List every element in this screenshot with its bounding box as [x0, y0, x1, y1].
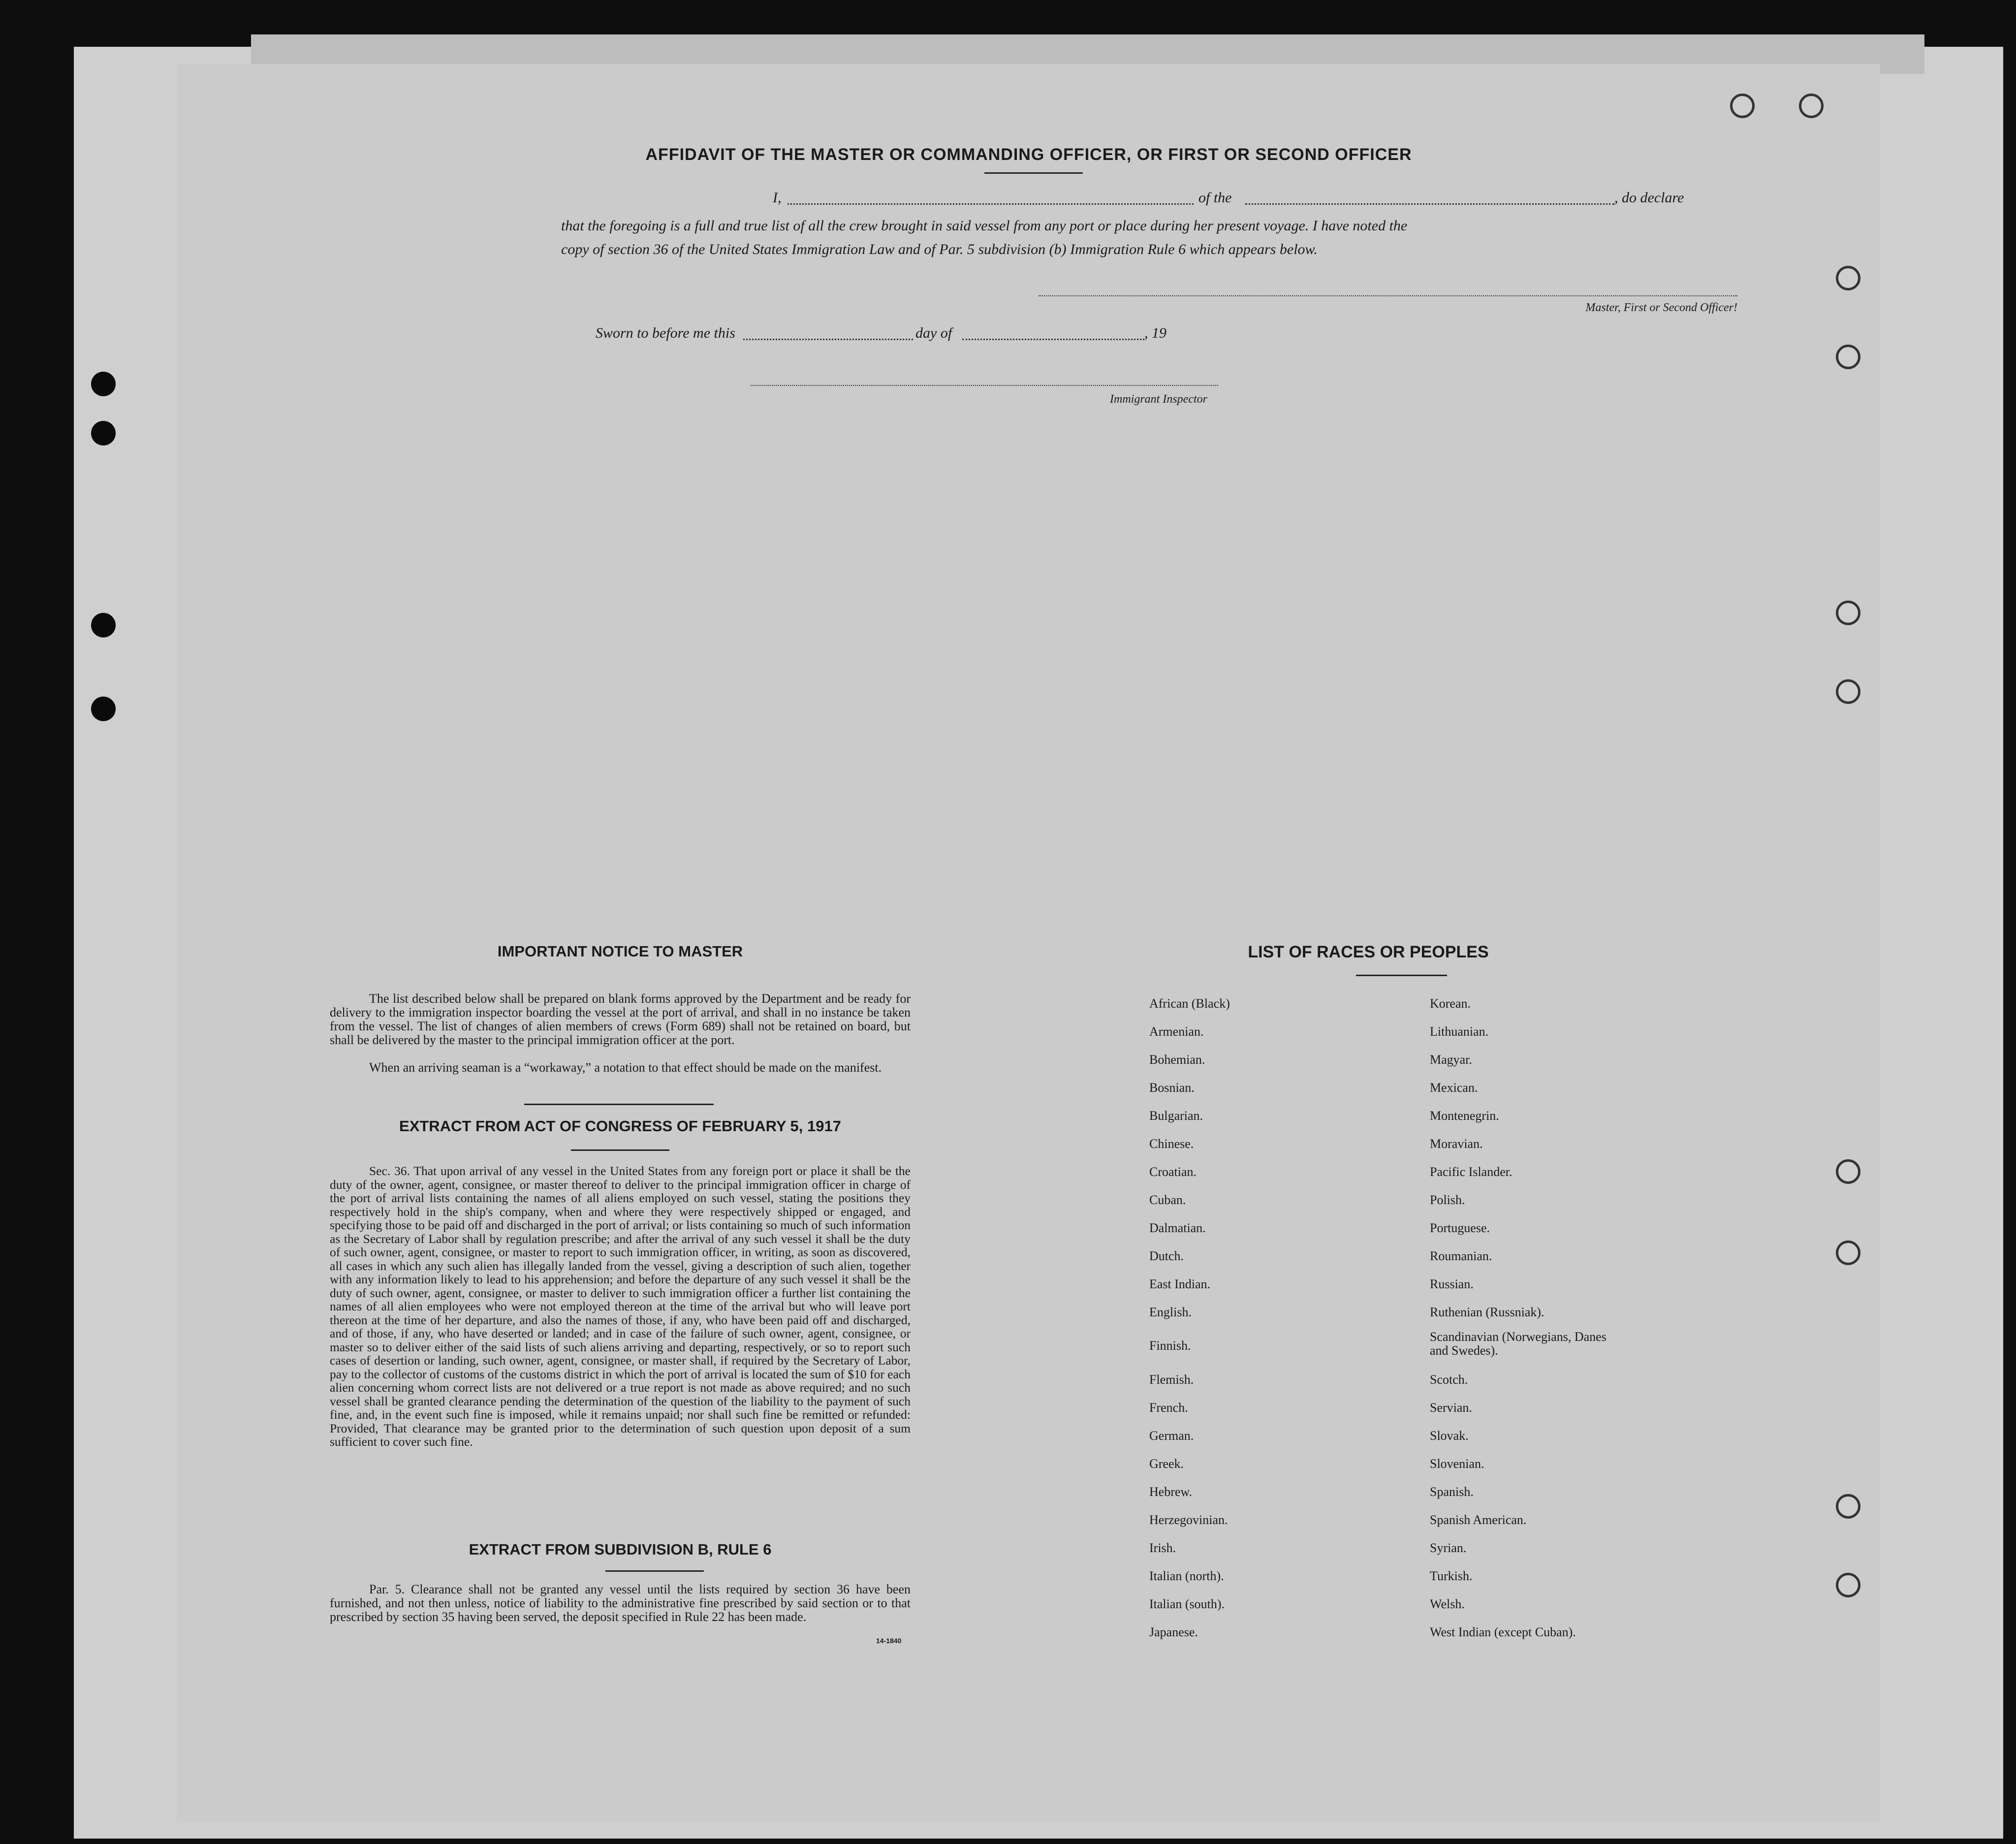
extract1-text	[330, 1164, 911, 1449]
race-item: Servian.	[1430, 1400, 1472, 1415]
race-item: Croatian.	[1149, 1165, 1197, 1179]
extract1-heading: EXTRACT FROM ACT OF CONGRESS OF FEBRUARY 5, 1917	[399, 1117, 841, 1135]
race-item: Russian.	[1430, 1277, 1474, 1291]
master-signature-line[interactable]	[1039, 295, 1737, 296]
binder-hole	[91, 697, 116, 721]
race-item: Roumanian.	[1430, 1249, 1492, 1263]
race-item: Syrian.	[1430, 1541, 1467, 1555]
extract2-rule	[605, 1570, 704, 1572]
binder-hole	[91, 421, 116, 445]
binder-ring	[1730, 94, 1755, 118]
affidavit-heading: AFFIDAVIT OF THE MASTER OR COMMANDING OFFICER, OR FIRST OR SECOND OFFICER	[645, 145, 1412, 164]
sworn-day-blank[interactable]	[743, 339, 913, 340]
extract1-rule	[571, 1149, 669, 1151]
race-item: East Indian.	[1149, 1277, 1211, 1291]
race-item: Bohemian.	[1149, 1052, 1205, 1067]
race-item: Mexican.	[1430, 1081, 1478, 1095]
race-item: Japanese.	[1149, 1625, 1198, 1639]
sworn-line	[596, 325, 1383, 350]
binder-ring	[1799, 94, 1824, 118]
races-right-column	[1430, 989, 1617, 1646]
master-signature-label: Master, First or Second Officer!	[1585, 301, 1737, 314]
race-item: Portuguese.	[1430, 1221, 1490, 1235]
affidavit-i-label: I,	[773, 190, 782, 206]
race-item: French.	[1149, 1400, 1188, 1415]
race-item: Armenian.	[1149, 1024, 1204, 1039]
binder-ring	[1836, 345, 1860, 369]
race-item: Italian (south).	[1149, 1597, 1225, 1611]
form-page	[177, 64, 1880, 1821]
race-item: English.	[1149, 1305, 1192, 1319]
race-item: Slovenian.	[1430, 1457, 1484, 1471]
race-item: Finnish.	[1149, 1338, 1191, 1353]
races-rule	[1356, 975, 1447, 976]
affidavit-line1	[596, 190, 1703, 214]
binder-ring	[1836, 1240, 1860, 1265]
notice-para-1-text: The list described below shall be prepared on blank forms approved by the Department and be ready for delivery to the immigration inspector boarding the vessel at the port of arrival, and shall in no instance be taken from the vessel. The list of changes of alien members of crews (Form 689) shall not be retained on board, but shall be delivered by the master to the principal immigration officer at the port.	[330, 991, 911, 1047]
notice-para-1	[330, 992, 911, 1047]
race-item: African (Black)	[1149, 996, 1230, 1011]
race-item: Magyar.	[1430, 1052, 1472, 1067]
day-of-label: day of	[915, 325, 952, 341]
race-item: Pacific Islander.	[1430, 1165, 1512, 1179]
race-item: Italian (north).	[1149, 1569, 1224, 1583]
race-item: Turkish.	[1430, 1569, 1473, 1583]
heading-rule	[984, 172, 1083, 174]
race-item: Herzegovinian.	[1149, 1513, 1228, 1527]
affidavit-line2: that the foregoing is a full and true list of all the crew brought in said vessel from any port or place during her present voyage. I have noted the	[561, 218, 1408, 234]
name-blank[interactable]	[788, 203, 1194, 205]
sworn-month-blank[interactable]	[962, 339, 1144, 340]
extract1-text-body: Sec. 36. That upon arrival of any vessel in the United States from any foreign port or place it shall be the duty of the owner, agent, consignee, or master thereof to deliver to the principal immigration officer in charge of the port of arrival lists containing the names of all aliens employed on such vessel, stating the positions they respectively hold in the ship's company, when and where they were respectively shipped or engaged, and specifying those to be paid off and discharged in the port of arrival; or lists containing so much of such information as the Secretary of Labor shall by regulation prescribe; and after the arrival of any such vessel it shall be the duty of such owner, agent, consignee, or master to report to such immigration officer, in writing, as soon as discovered, all cases in which any such alien has illegally landed from the vessel, giving a description of such alien, together with any information likely to lead to his apprehension; and before the departure of any such vessel it shall be the duty of such owner, agent, consignee, or master to deliver to such immigration officer a further list containing the names of all alien employees who were not employed thereon at the time of the arrival but who will leave port thereon at the time of her departure, and also the names of those, if any, who have been paid off and discharged, and of those, if any, who have deserted or landed; and in case of the failure of such owner, agent, consignee, or master so to deliver either of the said lists of such aliens arriving and departing, respectively, or so to report such cases of desertion or landing, such owner, agent, consignee, or master shall, if required by the Secretary of Labor, pay to the collector of customs of the customs district in which the port of arrival is located the sum of $10 for each alien concerning whom correct lists are not delivered or a true report is not made as above required; and no such vessel shall be granted clearance pending the determination of the question of the liability to the payment of such fine, and, in the event such fine is imposed, while it remains unpaid; nor shall such fine be remitted or refunded: Provided, That clearance may be granted prior to the determination of such question upon deposit of a sum sufficient to cover such fine.	[330, 1164, 911, 1449]
binder-ring	[1836, 1573, 1860, 1597]
race-item: Dalmatian.	[1149, 1221, 1206, 1235]
notice-heading: IMPORTANT NOTICE TO MASTER	[497, 943, 743, 960]
race-item: West Indian (except Cuban).	[1430, 1625, 1576, 1639]
race-item: Polish.	[1430, 1193, 1465, 1207]
race-item: Montenegrin.	[1430, 1109, 1499, 1123]
notice-para-2	[330, 1061, 911, 1075]
race-item: Spanish American.	[1430, 1513, 1527, 1527]
notice-para-2-text: When an arriving seaman is a “workaway,” a notation to that effect should be made on the manifest.	[369, 1060, 882, 1075]
race-item: Lithuanian.	[1430, 1024, 1489, 1039]
binder-hole	[91, 372, 116, 396]
race-item: Dutch.	[1149, 1249, 1184, 1263]
race-item: Greek.	[1149, 1457, 1184, 1471]
race-item: Bosnian.	[1149, 1081, 1195, 1095]
affidavit-declare-label: , do declare	[1614, 190, 1684, 206]
affidavit-of-the-label: of the	[1198, 190, 1232, 206]
race-item: Irish.	[1149, 1541, 1176, 1555]
sworn-label: Sworn to before me this	[596, 325, 735, 341]
race-item: Scandinavian (Norwegians, Danes and Swedes).	[1430, 1330, 1606, 1358]
race-item: Ruthenian (Russniak).	[1430, 1305, 1544, 1319]
races-heading: LIST OF RACES OR PEOPLES	[1248, 943, 1489, 961]
inspector-signature-line[interactable]	[751, 385, 1218, 386]
binder-ring	[1836, 601, 1860, 625]
race-item: Spanish.	[1430, 1485, 1474, 1499]
vessel-blank[interactable]	[1245, 203, 1614, 205]
race-item: Scotch.	[1430, 1372, 1468, 1387]
race-item: Slovak.	[1430, 1429, 1469, 1443]
race-item: Korean.	[1430, 996, 1471, 1011]
race-item: German.	[1149, 1429, 1194, 1443]
race-item: Moravian.	[1430, 1137, 1483, 1151]
race-item: Hebrew.	[1149, 1485, 1193, 1499]
binder-ring	[1836, 1159, 1860, 1184]
affidavit-line3: copy of section 36 of the United States Immigration Law and of Par. 5 subdivision (b) Immigration Rule 6 which appears below.	[561, 241, 1318, 257]
race-item: Flemish.	[1149, 1372, 1194, 1387]
race-item: Chinese.	[1149, 1137, 1194, 1151]
year-label: , 19	[1144, 325, 1166, 341]
form-number: 14-1840	[876, 1637, 902, 1645]
binder-ring	[1836, 679, 1860, 704]
extract2-text-body: Par. 5. Clearance shall not be granted any vessel until the lists required by section 36 have been furnished, and not then unless, notice of liability to the administrative fine prescribed by said section or to that prescribed by section 35 having been served, the deposit specified in Rule 22 has been made.	[330, 1582, 911, 1624]
inspector-label: Immigrant Inspector	[1110, 393, 1207, 406]
race-item: Welsh.	[1430, 1597, 1465, 1611]
extract2-heading: EXTRACT FROM SUBDIVISION B, RULE 6	[469, 1541, 772, 1558]
extract2-text	[330, 1583, 911, 1624]
race-item: Bulgarian.	[1149, 1109, 1203, 1123]
binder-hole	[91, 613, 116, 637]
race-item: Cuban.	[1149, 1193, 1186, 1207]
binder-ring	[1836, 266, 1860, 290]
notice-divider	[524, 1104, 714, 1105]
races-left-column	[1149, 989, 1230, 1646]
binder-ring	[1836, 1494, 1860, 1519]
